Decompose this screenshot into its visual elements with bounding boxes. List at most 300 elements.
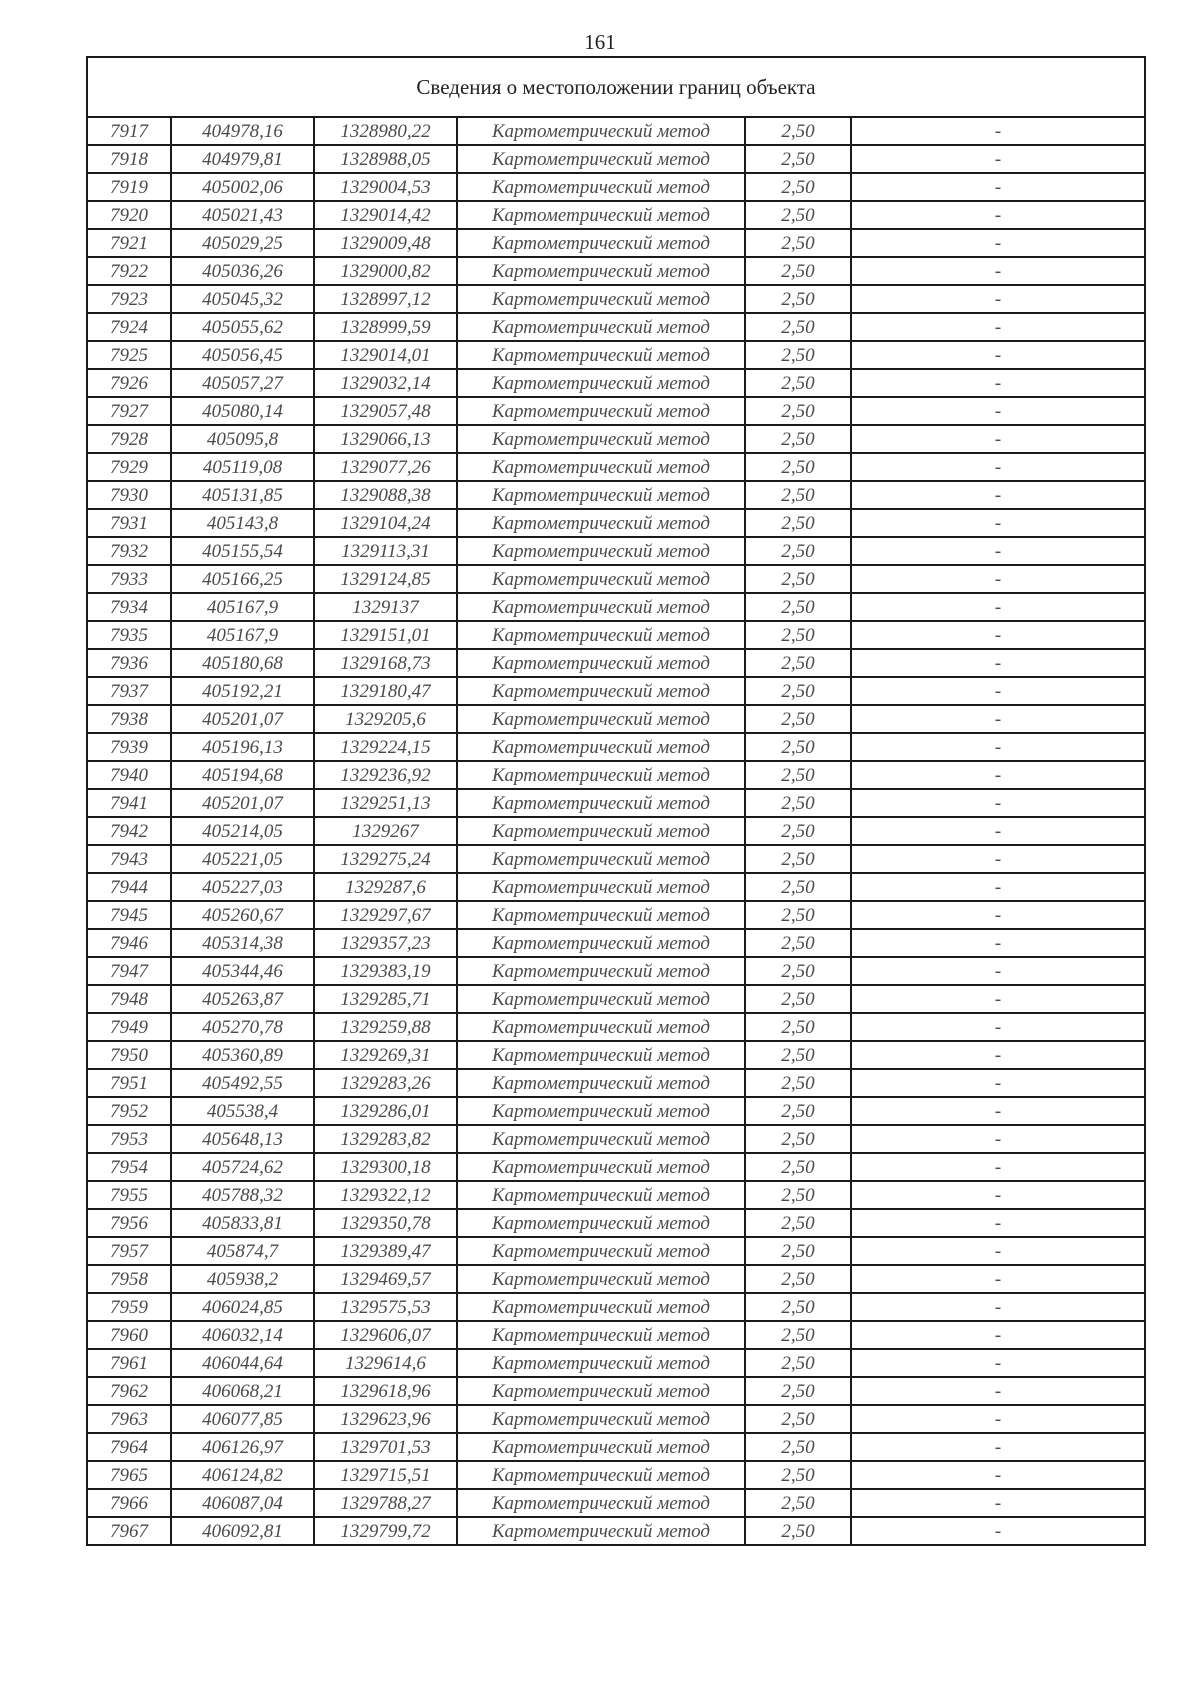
method-cell: Картометрический метод [457,789,745,817]
description-cell: - [851,621,1145,649]
method-cell: Картометрический метод [457,957,745,985]
point-number-cell: 7936 [87,649,171,677]
accuracy-cell: 2,50 [745,201,851,229]
description-cell: - [851,173,1145,201]
description-cell: - [851,313,1145,341]
description-cell: - [851,1489,1145,1517]
y-coordinate-cell: 1329350,78 [314,1209,457,1237]
x-coordinate-cell: 404978,16 [171,117,314,145]
x-coordinate-cell: 405192,21 [171,677,314,705]
description-cell: - [851,845,1145,873]
description-cell: - [851,537,1145,565]
x-coordinate-cell: 405270,78 [171,1013,314,1041]
x-coordinate-cell: 405155,54 [171,537,314,565]
point-number-cell: 7938 [87,705,171,733]
y-coordinate-cell: 1329623,96 [314,1405,457,1433]
x-coordinate-cell: 405036,26 [171,257,314,285]
accuracy-cell: 2,50 [745,845,851,873]
y-coordinate-cell: 1329124,85 [314,565,457,593]
x-coordinate-cell: 405167,9 [171,593,314,621]
x-coordinate-cell: 404979,81 [171,145,314,173]
description-cell: - [851,1041,1145,1069]
method-cell: Картометрический метод [457,1097,745,1125]
table-row [87,817,1145,845]
y-coordinate-cell: 1329113,31 [314,537,457,565]
x-coordinate-cell: 405260,67 [171,901,314,929]
x-coordinate-cell: 405196,13 [171,733,314,761]
table-row [87,733,1145,761]
table-row [87,761,1145,789]
point-number-cell: 7923 [87,285,171,313]
point-number-cell: 7952 [87,1097,171,1125]
table-row [87,397,1145,425]
y-coordinate-cell: 1329297,67 [314,901,457,929]
accuracy-cell: 2,50 [745,285,851,313]
x-coordinate-cell: 405314,38 [171,929,314,957]
x-coordinate-cell: 405056,45 [171,341,314,369]
description-cell: - [851,285,1145,313]
x-coordinate-cell: 405194,68 [171,761,314,789]
method-cell: Картометрический метод [457,845,745,873]
method-cell: Картометрический метод [457,593,745,621]
x-coordinate-cell: 405119,08 [171,453,314,481]
description-cell: - [851,1433,1145,1461]
description-cell: - [851,1237,1145,1265]
method-cell: Картометрический метод [457,873,745,901]
y-coordinate-cell: 1328997,12 [314,285,457,313]
method-cell: Картометрический метод [457,1321,745,1349]
table-row [87,1461,1145,1489]
method-cell: Картометрический метод [457,537,745,565]
accuracy-cell: 2,50 [745,1349,851,1377]
x-coordinate-cell: 406087,04 [171,1489,314,1517]
description-cell: - [851,1517,1145,1545]
table-row [87,145,1145,173]
accuracy-cell: 2,50 [745,1041,851,1069]
description-cell: - [851,957,1145,985]
y-coordinate-cell: 1329469,57 [314,1265,457,1293]
description-cell: - [851,481,1145,509]
y-coordinate-cell: 1329618,96 [314,1377,457,1405]
description-cell: - [851,1349,1145,1377]
method-cell: Картометрический метод [457,677,745,705]
method-cell: Картометрический метод [457,397,745,425]
x-coordinate-cell: 405263,87 [171,985,314,1013]
y-coordinate-cell: 1329205,6 [314,705,457,733]
x-coordinate-cell: 405055,62 [171,313,314,341]
accuracy-cell: 2,50 [745,425,851,453]
method-cell: Картометрический метод [457,1125,745,1153]
point-number-cell: 7963 [87,1405,171,1433]
description-cell: - [851,1461,1145,1489]
accuracy-cell: 2,50 [745,173,851,201]
description-cell: - [851,117,1145,145]
point-number-cell: 7943 [87,845,171,873]
table-row [87,1097,1145,1125]
method-cell: Картометрический метод [457,621,745,649]
accuracy-cell: 2,50 [745,1125,851,1153]
accuracy-cell: 2,50 [745,1181,851,1209]
accuracy-cell: 2,50 [745,1237,851,1265]
table-row [87,1433,1145,1461]
y-coordinate-cell: 1329088,38 [314,481,457,509]
description-cell: - [851,257,1145,285]
point-number-cell: 7942 [87,817,171,845]
description-cell: - [851,1209,1145,1237]
y-coordinate-cell: 1329057,48 [314,397,457,425]
method-cell: Картометрический метод [457,1461,745,1489]
description-cell: - [851,593,1145,621]
table-row [87,985,1145,1013]
x-coordinate-cell: 405180,68 [171,649,314,677]
method-cell: Картометрический метод [457,733,745,761]
description-cell: - [851,929,1145,957]
x-coordinate-cell: 405021,43 [171,201,314,229]
x-coordinate-cell: 406044,64 [171,1349,314,1377]
y-coordinate-cell: 1329788,27 [314,1489,457,1517]
table-row [87,425,1145,453]
accuracy-cell: 2,50 [745,1265,851,1293]
method-cell: Картометрический метод [457,1433,745,1461]
y-coordinate-cell: 1329575,53 [314,1293,457,1321]
table-row [87,1013,1145,1041]
accuracy-cell: 2,50 [745,537,851,565]
point-number-cell: 7918 [87,145,171,173]
point-number-cell: 7927 [87,397,171,425]
table-row [87,257,1145,285]
table-row [87,1265,1145,1293]
point-number-cell: 7951 [87,1069,171,1097]
method-cell: Картометрический метод [457,509,745,537]
y-coordinate-cell: 1329180,47 [314,677,457,705]
point-number-cell: 7960 [87,1321,171,1349]
y-coordinate-cell: 1329275,24 [314,845,457,873]
x-coordinate-cell: 405492,55 [171,1069,314,1097]
point-number-cell: 7958 [87,1265,171,1293]
point-number-cell: 7941 [87,789,171,817]
y-coordinate-cell: 1329267 [314,817,457,845]
table-row [87,957,1145,985]
x-coordinate-cell: 405648,13 [171,1125,314,1153]
y-coordinate-cell: 1329715,51 [314,1461,457,1489]
description-cell: - [851,789,1145,817]
boundary-table [86,56,1146,1546]
y-coordinate-cell: 1329168,73 [314,649,457,677]
description-cell: - [851,1377,1145,1405]
table-title-row [87,57,1145,117]
method-cell: Картометрический метод [457,229,745,257]
point-number-cell: 7928 [87,425,171,453]
method-cell: Картометрический метод [457,1293,745,1321]
method-cell: Картометрический метод [457,565,745,593]
description-cell: - [851,1321,1145,1349]
point-number-cell: 7939 [87,733,171,761]
method-cell: Картометрический метод [457,117,745,145]
accuracy-cell: 2,50 [745,817,851,845]
x-coordinate-cell: 405166,25 [171,565,314,593]
description-cell: - [851,705,1145,733]
point-number-cell: 7964 [87,1433,171,1461]
point-number-cell: 7921 [87,229,171,257]
table-row [87,341,1145,369]
accuracy-cell: 2,50 [745,1293,851,1321]
x-coordinate-cell: 405143,8 [171,509,314,537]
y-coordinate-cell: 1329224,15 [314,733,457,761]
description-cell: - [851,201,1145,229]
page-number: 161 [584,30,616,54]
point-number-cell: 7949 [87,1013,171,1041]
method-cell: Картометрический метод [457,1405,745,1433]
accuracy-cell: 2,50 [745,397,851,425]
method-cell: Картометрический метод [457,985,745,1013]
method-cell: Картометрический метод [457,369,745,397]
description-cell: - [851,1097,1145,1125]
table-row [87,1405,1145,1433]
y-coordinate-cell: 1329300,18 [314,1153,457,1181]
point-number-cell: 7925 [87,341,171,369]
table-row [87,845,1145,873]
x-coordinate-cell: 405788,32 [171,1181,314,1209]
table-row [87,901,1145,929]
accuracy-cell: 2,50 [745,1461,851,1489]
table-row [87,1349,1145,1377]
x-coordinate-cell: 405002,06 [171,173,314,201]
method-cell: Картометрический метод [457,425,745,453]
point-number-cell: 7917 [87,117,171,145]
table-row [87,1153,1145,1181]
accuracy-cell: 2,50 [745,761,851,789]
x-coordinate-cell: 405029,25 [171,229,314,257]
point-number-cell: 7950 [87,1041,171,1069]
accuracy-cell: 2,50 [745,929,851,957]
table-row [87,873,1145,901]
description-cell: - [851,1069,1145,1097]
accuracy-cell: 2,50 [745,1405,851,1433]
accuracy-cell: 2,50 [745,313,851,341]
method-cell: Картометрический метод [457,929,745,957]
description-cell: - [851,453,1145,481]
table-row [87,705,1145,733]
method-cell: Картометрический метод [457,1041,745,1069]
y-coordinate-cell: 1329283,82 [314,1125,457,1153]
table-row [87,1321,1145,1349]
x-coordinate-cell: 405057,27 [171,369,314,397]
accuracy-cell: 2,50 [745,1069,851,1097]
description-cell: - [851,397,1145,425]
description-cell: - [851,565,1145,593]
point-number-cell: 7965 [87,1461,171,1489]
point-number-cell: 7945 [87,901,171,929]
table-row [87,117,1145,145]
accuracy-cell: 2,50 [745,369,851,397]
point-number-cell: 7937 [87,677,171,705]
x-coordinate-cell: 405167,9 [171,621,314,649]
point-number-cell: 7940 [87,761,171,789]
y-coordinate-cell: 1329269,31 [314,1041,457,1069]
description-cell: - [851,1265,1145,1293]
table-row [87,1125,1145,1153]
point-number-cell: 7966 [87,1489,171,1517]
description-cell: - [851,369,1145,397]
x-coordinate-cell: 406068,21 [171,1377,314,1405]
method-cell: Картометрический метод [457,1013,745,1041]
method-cell: Картометрический метод [457,901,745,929]
description-cell: - [851,1405,1145,1433]
accuracy-cell: 2,50 [745,509,851,537]
table-row [87,1237,1145,1265]
point-number-cell: 7953 [87,1125,171,1153]
method-cell: Картометрический метод [457,313,745,341]
y-coordinate-cell: 1329151,01 [314,621,457,649]
table-row [87,369,1145,397]
accuracy-cell: 2,50 [745,873,851,901]
y-coordinate-cell: 1329701,53 [314,1433,457,1461]
accuracy-cell: 2,50 [745,145,851,173]
point-number-cell: 7948 [87,985,171,1013]
method-cell: Картометрический метод [457,341,745,369]
method-cell: Картометрический метод [457,285,745,313]
y-coordinate-cell: 1329287,6 [314,873,457,901]
description-cell: - [851,901,1145,929]
table-row [87,1209,1145,1237]
y-coordinate-cell: 1329383,19 [314,957,457,985]
description-cell: - [851,145,1145,173]
y-coordinate-cell: 1329000,82 [314,257,457,285]
table-row [87,677,1145,705]
table-row [87,509,1145,537]
y-coordinate-cell: 1329259,88 [314,1013,457,1041]
accuracy-cell: 2,50 [745,733,851,761]
y-coordinate-cell: 1329004,53 [314,173,457,201]
point-number-cell: 7959 [87,1293,171,1321]
accuracy-cell: 2,50 [745,453,851,481]
accuracy-cell: 2,50 [745,341,851,369]
accuracy-cell: 2,50 [745,705,851,733]
y-coordinate-cell: 1328988,05 [314,145,457,173]
point-number-cell: 7935 [87,621,171,649]
point-number-cell: 7954 [87,1153,171,1181]
accuracy-cell: 2,50 [745,1433,851,1461]
table-row [87,565,1145,593]
table-row [87,1489,1145,1517]
accuracy-cell: 2,50 [745,1209,851,1237]
x-coordinate-cell: 405221,05 [171,845,314,873]
y-coordinate-cell: 1329614,6 [314,1349,457,1377]
point-number-cell: 7929 [87,453,171,481]
description-cell: - [851,1153,1145,1181]
y-coordinate-cell: 1329357,23 [314,929,457,957]
accuracy-cell: 2,50 [745,481,851,509]
method-cell: Картометрический метод [457,705,745,733]
point-number-cell: 7956 [87,1209,171,1237]
accuracy-cell: 2,50 [745,229,851,257]
y-coordinate-cell: 1329077,26 [314,453,457,481]
table-row [87,537,1145,565]
x-coordinate-cell: 405833,81 [171,1209,314,1237]
table-row [87,789,1145,817]
y-coordinate-cell: 1329236,92 [314,761,457,789]
table-row [87,481,1145,509]
x-coordinate-cell: 405131,85 [171,481,314,509]
accuracy-cell: 2,50 [745,1517,851,1545]
accuracy-cell: 2,50 [745,1097,851,1125]
x-coordinate-cell: 405360,89 [171,1041,314,1069]
description-cell: - [851,985,1145,1013]
x-coordinate-cell: 405080,14 [171,397,314,425]
x-coordinate-cell: 405095,8 [171,425,314,453]
description-cell: - [851,341,1145,369]
method-cell: Картометрический метод [457,481,745,509]
method-cell: Картометрический метод [457,1209,745,1237]
table-row [87,453,1145,481]
x-coordinate-cell: 405227,03 [171,873,314,901]
method-cell: Картометрический метод [457,1181,745,1209]
point-number-cell: 7922 [87,257,171,285]
y-coordinate-cell: 1329014,01 [314,341,457,369]
y-coordinate-cell: 1329251,13 [314,789,457,817]
accuracy-cell: 2,50 [745,985,851,1013]
method-cell: Картометрический метод [457,257,745,285]
point-number-cell: 7944 [87,873,171,901]
method-cell: Картометрический метод [457,1265,745,1293]
accuracy-cell: 2,50 [745,957,851,985]
description-cell: - [851,509,1145,537]
accuracy-cell: 2,50 [745,649,851,677]
point-number-cell: 7930 [87,481,171,509]
description-cell: - [851,1293,1145,1321]
table-row [87,1041,1145,1069]
table-row [87,1069,1145,1097]
table-row [87,1517,1145,1545]
point-number-cell: 7962 [87,1377,171,1405]
y-coordinate-cell: 1329104,24 [314,509,457,537]
method-cell: Картометрический метод [457,453,745,481]
table-row [87,173,1145,201]
description-cell: - [851,733,1145,761]
point-number-cell: 7961 [87,1349,171,1377]
table-row [87,229,1145,257]
table-title: Сведения о местоположении границ объекта [87,57,1145,117]
table-row [87,929,1145,957]
description-cell: - [851,1125,1145,1153]
x-coordinate-cell: 406077,85 [171,1405,314,1433]
y-coordinate-cell: 1328980,22 [314,117,457,145]
point-number-cell: 7955 [87,1181,171,1209]
point-number-cell: 7934 [87,593,171,621]
y-coordinate-cell: 1329066,13 [314,425,457,453]
description-cell: - [851,229,1145,257]
x-coordinate-cell: 406092,81 [171,1517,314,1545]
point-number-cell: 7926 [87,369,171,397]
x-coordinate-cell: 405344,46 [171,957,314,985]
description-cell: - [851,1013,1145,1041]
table-row [87,1181,1145,1209]
accuracy-cell: 2,50 [745,901,851,929]
accuracy-cell: 2,50 [745,1321,851,1349]
description-cell: - [851,1181,1145,1209]
point-number-cell: 7932 [87,537,171,565]
description-cell: - [851,649,1145,677]
method-cell: Картометрический метод [457,1517,745,1545]
accuracy-cell: 2,50 [745,1489,851,1517]
point-number-cell: 7957 [87,1237,171,1265]
y-coordinate-cell: 1329389,47 [314,1237,457,1265]
point-number-cell: 7933 [87,565,171,593]
accuracy-cell: 2,50 [745,789,851,817]
x-coordinate-cell: 405938,2 [171,1265,314,1293]
y-coordinate-cell: 1329032,14 [314,369,457,397]
point-number-cell: 7947 [87,957,171,985]
